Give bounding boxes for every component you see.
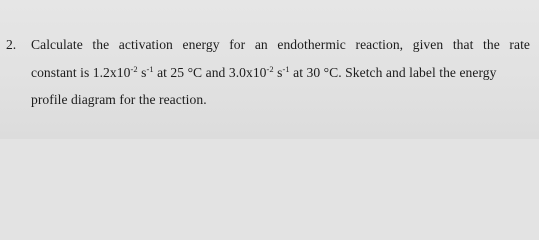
- question-line-3: profile diagram for the reaction.: [31, 92, 207, 107]
- exponent: -1: [146, 64, 154, 74]
- question-line-2-text: s: [273, 65, 283, 80]
- question-number: 2.: [6, 37, 17, 52]
- question-line-2-text: at 25 °C and 3.0x10: [153, 65, 267, 80]
- exponent: -2: [266, 64, 274, 74]
- question-line-2-text: s: [137, 65, 147, 80]
- question-line-2: [31, 65, 497, 81]
- question-line-1: Calculate the activation energy for an endothermic reaction, given that the rate: [31, 37, 530, 52]
- exponent: -2: [130, 64, 138, 74]
- question-line-2-text: constant is 1.2x10: [31, 65, 131, 80]
- exponent: -1: [282, 64, 290, 74]
- question-line-2-text: at 30 °C. Sketch and label the energy: [289, 65, 497, 80]
